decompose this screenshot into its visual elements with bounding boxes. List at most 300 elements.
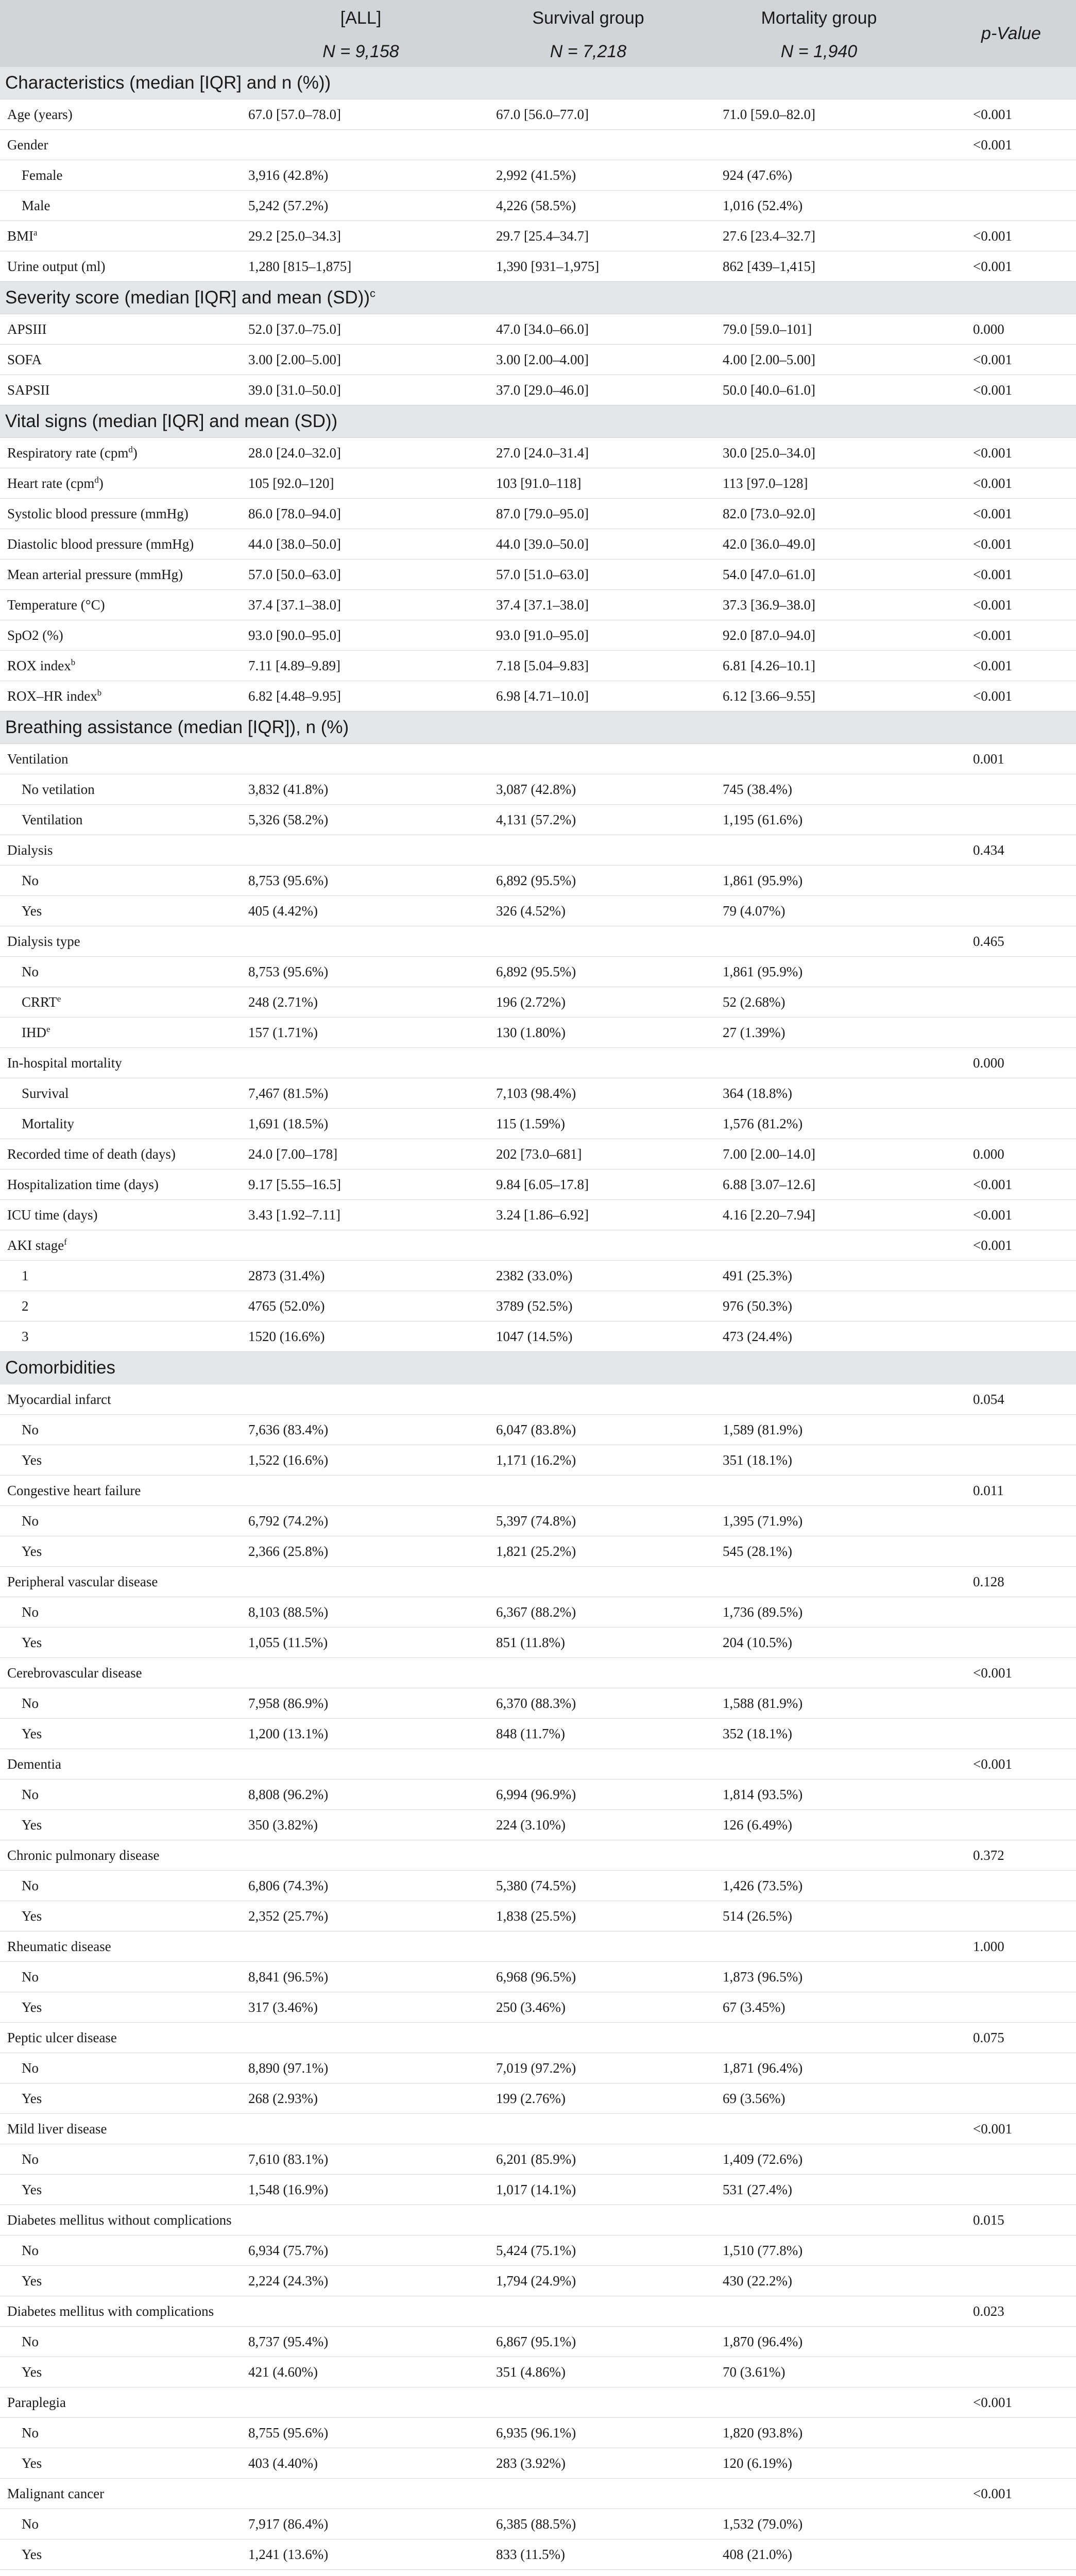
table-subrow	[0, 1992, 1076, 2023]
table-subrow	[0, 2053, 1076, 2083]
row-label	[0, 529, 237, 560]
header-all: [ALL]	[237, 0, 485, 36]
cell-pvalue: 0.000	[946, 1139, 1076, 1170]
cell-pvalue: <0.001	[946, 221, 1076, 251]
cell-survival: 57.0 [51.0–63.0]	[485, 560, 692, 590]
cell-all	[237, 2387, 485, 2418]
row-label-text: Yes	[22, 2546, 42, 2562]
cell-survival	[485, 2387, 692, 2418]
cell-pvalue: <0.001	[946, 438, 1076, 468]
row-label-text: Yes	[22, 2364, 42, 2380]
cell-survival: 6,047 (83.8%)	[485, 1415, 692, 1445]
footnote-marker: e	[57, 993, 61, 1004]
cell-pvalue	[946, 957, 1076, 987]
cell-pvalue: <0.001	[946, 345, 1076, 375]
row-label	[0, 1688, 237, 1719]
row-label-text: Rheumatic disease	[7, 1938, 111, 1954]
cell-pvalue	[946, 2570, 1076, 2576]
cell-all: 7.11 [4.89–9.89]	[237, 651, 485, 681]
cell-survival: 7,019 (97.2%)	[485, 2053, 692, 2083]
row-label	[0, 1109, 237, 1139]
cell-mortality: 408 (21.0%)	[692, 2539, 946, 2570]
cell-survival	[485, 1567, 692, 1597]
cell-all: 1,522 (16.6%)	[237, 1445, 485, 1476]
row-label	[0, 160, 237, 191]
cell-pvalue	[946, 1628, 1076, 1658]
cell-mortality: 924 (47.6%)	[692, 160, 946, 191]
table-row	[0, 2205, 1076, 2235]
cell-pvalue	[946, 2539, 1076, 2570]
cell-mortality: 473 (24.4%)	[692, 1321, 946, 1352]
table-subrow	[0, 2418, 1076, 2448]
table-subrow	[0, 2266, 1076, 2296]
cell-all	[237, 1230, 485, 1261]
row-label	[0, 957, 237, 987]
row-label	[0, 1078, 237, 1109]
table-subrow	[0, 2357, 1076, 2387]
row-label-text: Peripheral vascular disease	[7, 1573, 158, 1589]
row-label	[0, 1170, 237, 1200]
cell-pvalue	[946, 866, 1076, 896]
cell-survival: 833 (11.5%)	[485, 2539, 692, 2570]
row-label-tail: )	[132, 445, 138, 461]
cell-mortality: 364 (18.8%)	[692, 1078, 946, 1109]
cell-all: 6,792 (74.2%)	[237, 1506, 485, 1536]
cell-pvalue	[946, 1688, 1076, 1719]
cell-pvalue: <0.001	[946, 529, 1076, 560]
cell-pvalue	[946, 1415, 1076, 1445]
section-header-row	[0, 282, 1076, 314]
cell-mortality	[692, 1931, 946, 1962]
row-label-text: SAPSII	[7, 382, 50, 398]
cell-pvalue: 0.075	[946, 2023, 1076, 2053]
row-label	[0, 2479, 237, 2509]
table-subrow	[0, 1321, 1076, 1352]
cell-survival: 351 (4.86%)	[485, 2357, 692, 2387]
row-label	[0, 2327, 237, 2357]
cell-mortality	[692, 2023, 946, 2053]
row-label-text: Congestive heart failure	[7, 1482, 141, 1498]
table-subrow	[0, 1291, 1076, 1321]
row-label-text: No	[22, 2516, 39, 2532]
row-label-text: Systolic blood pressure (mmHg)	[7, 505, 189, 521]
cell-pvalue	[946, 1962, 1076, 1992]
row-label	[0, 2144, 237, 2175]
row-label-text: Dialysis type	[7, 933, 80, 949]
cell-survival: 4,131 (57.2%)	[485, 805, 692, 835]
row-label-text: Hospitalization time (days)	[7, 1176, 159, 1192]
cell-mortality: 79.0 [59.0–101]	[692, 314, 946, 345]
row-label	[0, 375, 237, 405]
table-subrow	[0, 2539, 1076, 2570]
row-label	[0, 1901, 237, 1931]
cell-pvalue: 0.372	[946, 1840, 1076, 1871]
row-label	[0, 1384, 237, 1415]
cell-survival: 250 (3.46%)	[485, 1992, 692, 2023]
row-label	[0, 744, 237, 774]
cell-pvalue: <0.001	[946, 251, 1076, 282]
cell-pvalue: <0.001	[946, 651, 1076, 681]
cell-pvalue	[946, 1780, 1076, 1810]
table-row	[0, 681, 1076, 711]
cell-mortality: 92.0 [87.0–94.0]	[692, 620, 946, 651]
cell-survival: 103 [91.0–118]	[485, 468, 692, 499]
row-label	[0, 1261, 237, 1291]
table-subrow	[0, 2175, 1076, 2205]
cell-survival	[485, 1476, 692, 1506]
cell-mortality: 42.0 [36.0–49.0]	[692, 529, 946, 560]
cell-survival: 6,892 (95.5%)	[485, 957, 692, 987]
row-label-text: Dialysis	[7, 842, 53, 858]
row-label	[0, 1200, 237, 1230]
cell-pvalue	[946, 2235, 1076, 2266]
cell-mortality: 6.88 [3.07–12.6]	[692, 1170, 946, 1200]
row-label-text: Ventilation	[7, 751, 69, 767]
row-label-text: Mean arterial pressure (mmHg)	[7, 566, 183, 582]
cell-all	[237, 2479, 485, 2509]
row-label	[0, 2266, 237, 2296]
table-subrow	[0, 1780, 1076, 1810]
cell-survival: 6,201 (85.9%)	[485, 2144, 692, 2175]
cell-all: 1,691 (18.5%)	[237, 1109, 485, 1139]
row-label-text: No	[22, 963, 39, 979]
table-subrow	[0, 160, 1076, 191]
row-label-text: No	[22, 1786, 39, 1802]
section-title-text: Comorbidities	[5, 1358, 115, 1378]
cell-all: 317 (3.46%)	[237, 1992, 485, 2023]
cell-all: 7,636 (83.4%)	[237, 1415, 485, 1445]
cell-survival	[485, 2570, 692, 2576]
cell-all	[237, 1048, 485, 1078]
section-header-row	[0, 405, 1076, 438]
row-label	[0, 896, 237, 926]
cell-pvalue: <0.001	[946, 620, 1076, 651]
table-row	[0, 221, 1076, 251]
cell-mortality: 54.0 [47.0–61.0]	[692, 560, 946, 590]
table-row	[0, 2479, 1076, 2509]
table-row	[0, 2387, 1076, 2418]
cell-mortality: 67 (3.45%)	[692, 1992, 946, 2023]
header-n-survival: N = 7,218	[485, 36, 692, 67]
row-label-text: Recorded time of death (days)	[7, 1146, 176, 1162]
cell-mortality: 27 (1.39%)	[692, 1018, 946, 1048]
row-label-text: Survival	[22, 1085, 69, 1101]
row-label	[0, 1962, 237, 1992]
row-label	[0, 805, 237, 835]
row-label-text: Peptic ulcer disease	[7, 2029, 117, 2045]
row-label	[0, 2418, 237, 2448]
table-subrow	[0, 1261, 1076, 1291]
row-label	[0, 345, 237, 375]
cell-mortality: 1,871 (96.4%)	[692, 2053, 946, 2083]
cell-all: 248 (2.71%)	[237, 987, 485, 1018]
section-title-text: Severity score (median [IQR] and mean (SD))	[5, 287, 370, 308]
cell-mortality: 352 (18.1%)	[692, 1719, 946, 1749]
cell-all: 7,467 (81.5%)	[237, 1078, 485, 1109]
row-label-text: APSIII	[7, 321, 47, 337]
cell-mortality	[692, 1658, 946, 1688]
cell-all: 3,832 (41.8%)	[237, 774, 485, 805]
cell-all: 4765 (52.0%)	[237, 1291, 485, 1321]
cell-all: 37.4 [37.1–38.0]	[237, 590, 485, 620]
cell-pvalue	[946, 1506, 1076, 1536]
row-label-text: No	[22, 2333, 39, 2349]
cell-mortality: 1,873 (96.5%)	[692, 1962, 946, 1992]
cell-all: 6.82 [4.48–9.95]	[237, 681, 485, 711]
row-label	[0, 499, 237, 529]
cell-mortality: 1,532 (79.0%)	[692, 2509, 946, 2539]
section-title	[0, 1352, 1076, 1384]
row-label-text: Chronic pulmonary disease	[7, 1847, 160, 1863]
cell-survival: 848 (11.7%)	[485, 1719, 692, 1749]
row-label-text: No	[22, 2425, 39, 2441]
cell-pvalue: 0.001	[946, 744, 1076, 774]
cell-all: 8,841 (96.5%)	[237, 1962, 485, 1992]
cell-survival: 3789 (52.5%)	[485, 1291, 692, 1321]
row-label	[0, 1415, 237, 1445]
cell-pvalue	[946, 160, 1076, 191]
cell-mortality	[692, 1476, 946, 1506]
cell-mortality: 1,589 (81.9%)	[692, 1415, 946, 1445]
cell-pvalue	[946, 1078, 1076, 1109]
cell-mortality: 1,588 (81.9%)	[692, 1688, 946, 1719]
cell-all: 8,103 (88.5%)	[237, 1597, 485, 1628]
cell-survival	[485, 1658, 692, 1688]
cell-survival: 283 (3.92%)	[485, 2448, 692, 2479]
row-label	[0, 1230, 237, 1261]
cell-mortality: 37.3 [36.9–38.0]	[692, 590, 946, 620]
cell-survival: 3,087 (42.8%)	[485, 774, 692, 805]
cell-survival: 4,226 (58.5%)	[485, 191, 692, 221]
cell-mortality: 1,016 (52.4%)	[692, 191, 946, 221]
cell-all: 3.43 [1.92–7.11]	[237, 1200, 485, 1230]
cell-survival: 37.4 [37.1–38.0]	[485, 590, 692, 620]
cell-survival: 3.24 [1.86–6.92]	[485, 1200, 692, 1230]
table-subrow	[0, 2235, 1076, 2266]
cell-all: 1520 (16.6%)	[237, 1321, 485, 1352]
cell-survival: 196 (2.72%)	[485, 987, 692, 1018]
cell-mortality: 430 (22.2%)	[692, 2266, 946, 2296]
table-row	[0, 99, 1076, 130]
cell-pvalue: 0.000	[946, 314, 1076, 345]
cell-all	[237, 1840, 485, 1871]
section-header-row	[0, 67, 1076, 99]
cell-survival	[485, 2205, 692, 2235]
table-row	[0, 2296, 1076, 2327]
section-title-text: Breathing assistance (median [IQR]), n (%)	[5, 717, 349, 737]
cell-mortality	[692, 1749, 946, 1780]
cell-survival: 6,370 (88.3%)	[485, 1688, 692, 1719]
cell-mortality	[692, 2296, 946, 2327]
row-label-text: In-hospital mortality	[7, 1055, 122, 1071]
cell-survival: 5,397 (74.8%)	[485, 1506, 692, 1536]
cell-survival: 27.0 [24.0–31.4]	[485, 438, 692, 468]
cell-survival: 5,380 (74.5%)	[485, 1871, 692, 1901]
cell-pvalue	[946, 1261, 1076, 1291]
table-subrow	[0, 1415, 1076, 1445]
row-label-text: SpO2 (%)	[7, 627, 63, 643]
cell-survival: 3.00 [2.00–4.00]	[485, 345, 692, 375]
cell-mortality	[692, 2387, 946, 2418]
cell-mortality: 120 (6.19%)	[692, 2448, 946, 2479]
section-title-text: Vital signs (median [IQR] and mean (SD))	[5, 411, 338, 431]
table-subrow	[0, 1810, 1076, 1840]
cell-mortality: 1,409 (72.6%)	[692, 2144, 946, 2175]
row-label-text: Diabetes mellitus with complications	[7, 2303, 214, 2319]
cell-mortality: 1,861 (95.9%)	[692, 866, 946, 896]
table-row	[0, 835, 1076, 866]
row-label	[0, 130, 237, 160]
table-subrow	[0, 1688, 1076, 1719]
section-title	[0, 67, 1076, 99]
cell-all: 350 (3.82%)	[237, 1810, 485, 1840]
row-label	[0, 1810, 237, 1840]
row-label-text: CRRT	[22, 994, 57, 1010]
cell-mortality: 82.0 [73.0–92.0]	[692, 499, 946, 529]
row-label	[0, 2357, 237, 2387]
cell-all: 268 (2.93%)	[237, 2083, 485, 2114]
cell-all: 8,737 (95.4%)	[237, 2327, 485, 2357]
cell-survival	[485, 1840, 692, 1871]
cell-survival: 2382 (33.0%)	[485, 1261, 692, 1291]
row-label	[0, 1780, 237, 1810]
cell-survival: 47.0 [34.0–66.0]	[485, 314, 692, 345]
row-label	[0, 1536, 237, 1567]
row-label-text: No	[22, 872, 39, 888]
cell-mortality: 545 (28.1%)	[692, 1536, 946, 1567]
cell-mortality: 1,820 (93.8%)	[692, 2418, 946, 2448]
row-label	[0, 1597, 237, 1628]
cell-pvalue: <0.001	[946, 2479, 1076, 2509]
cell-survival	[485, 1230, 692, 1261]
cell-all: 157 (1.71%)	[237, 1018, 485, 1048]
row-label-text: 3	[22, 1328, 29, 1344]
cell-pvalue	[946, 805, 1076, 835]
table-row	[0, 1476, 1076, 1506]
cell-mortality	[692, 835, 946, 866]
table-row	[0, 1749, 1076, 1780]
row-label	[0, 468, 237, 499]
cell-all: 3,916 (42.8%)	[237, 160, 485, 191]
row-label-text: Female	[22, 167, 63, 183]
cell-survival: 6,968 (96.5%)	[485, 1962, 692, 1992]
cell-mortality: 113 [97.0–128]	[692, 468, 946, 499]
row-label	[0, 2175, 237, 2205]
table-row	[0, 2023, 1076, 2053]
table-subrow	[0, 1018, 1076, 1048]
cell-mortality: 30.0 [25.0–34.0]	[692, 438, 946, 468]
cell-all: 105 [92.0–120]	[237, 468, 485, 499]
table-row	[0, 1567, 1076, 1597]
footnote-marker: b	[97, 687, 102, 698]
row-label-text: No	[22, 1695, 39, 1711]
cell-pvalue	[946, 2266, 1076, 2296]
cell-mortality: 1,736 (89.5%)	[692, 1597, 946, 1628]
cell-survival	[485, 1749, 692, 1780]
cell-all: 1,280 [815–1,875]	[237, 251, 485, 282]
cell-pvalue: <0.001	[946, 1658, 1076, 1688]
cell-all: 7,958 (86.9%)	[237, 1688, 485, 1719]
cell-mortality: 4.00 [2.00–5.00]	[692, 345, 946, 375]
section-header-row	[0, 1352, 1076, 1384]
row-label-text: No	[22, 1421, 39, 1437]
cell-mortality: 1,576 (81.2%)	[692, 1109, 946, 1139]
cell-all	[237, 130, 485, 160]
header-blank-2	[0, 36, 237, 67]
row-label	[0, 1628, 237, 1658]
cell-mortality: 491 (25.3%)	[692, 1261, 946, 1291]
table-subrow	[0, 2083, 1076, 2114]
cell-pvalue: <0.001	[946, 1749, 1076, 1780]
cell-pvalue: <0.001	[946, 2387, 1076, 2418]
cell-mortality: 514 (26.5%)	[692, 1901, 946, 1931]
cell-survival: 130 (1.80%)	[485, 1018, 692, 1048]
table-row	[0, 620, 1076, 651]
cell-pvalue: 0.434	[946, 835, 1076, 866]
cell-pvalue	[946, 2418, 1076, 2448]
row-label-text: No	[22, 2151, 39, 2167]
cell-survival	[485, 2023, 692, 2053]
row-label-text: BMI	[7, 228, 34, 244]
cell-all: 405 (4.42%)	[237, 896, 485, 926]
row-label	[0, 221, 237, 251]
cell-pvalue: <0.001	[946, 1200, 1076, 1230]
cell-mortality: 70 (3.61%)	[692, 2357, 946, 2387]
row-label-text: No vetilation	[22, 781, 95, 797]
table-row	[0, 2114, 1076, 2144]
table-row	[0, 926, 1076, 957]
row-label	[0, 2023, 237, 2053]
cell-pvalue: <0.001	[946, 499, 1076, 529]
cell-pvalue: 0.465	[946, 926, 1076, 957]
section-title-text: Characteristics (median [IQR] and n (%))	[5, 73, 331, 93]
table-row	[0, 590, 1076, 620]
cell-pvalue: 0.000	[946, 1048, 1076, 1078]
cell-mortality	[692, 926, 946, 957]
cell-pvalue	[946, 2144, 1076, 2175]
row-label	[0, 191, 237, 221]
cell-all: 2,352 (25.7%)	[237, 1901, 485, 1931]
cell-pvalue: <0.001	[946, 2114, 1076, 2144]
row-label-text: Yes	[22, 1908, 42, 1924]
cell-survival	[485, 2114, 692, 2144]
row-label	[0, 1719, 237, 1749]
row-label	[0, 1291, 237, 1321]
cell-all: 403 (4.40%)	[237, 2448, 485, 2479]
cell-pvalue: 0.128	[946, 1567, 1076, 1597]
cell-all	[237, 744, 485, 774]
row-label-text: Yes	[22, 1817, 42, 1833]
row-label-text: IHD	[22, 1024, 46, 1040]
row-label-text: Dementia	[7, 1756, 61, 1772]
cell-survival	[485, 744, 692, 774]
cell-pvalue	[946, 2175, 1076, 2205]
row-label	[0, 620, 237, 651]
cell-survival: 7,103 (98.4%)	[485, 1078, 692, 1109]
row-label	[0, 1139, 237, 1170]
row-label	[0, 1658, 237, 1688]
row-label-text: No	[22, 2060, 39, 2076]
cell-survival: 1,794 (24.9%)	[485, 2266, 692, 2296]
table-subrow	[0, 987, 1076, 1018]
row-label-text: Yes	[22, 2181, 42, 2197]
cell-pvalue	[946, 1445, 1076, 1476]
cell-mortality: 126 (6.49%)	[692, 1810, 946, 1840]
row-label	[0, 2387, 237, 2418]
row-label	[0, 1931, 237, 1962]
cell-all: 9.17 [5.55–16.5]	[237, 1170, 485, 1200]
row-label-text: Yes	[22, 2455, 42, 2471]
